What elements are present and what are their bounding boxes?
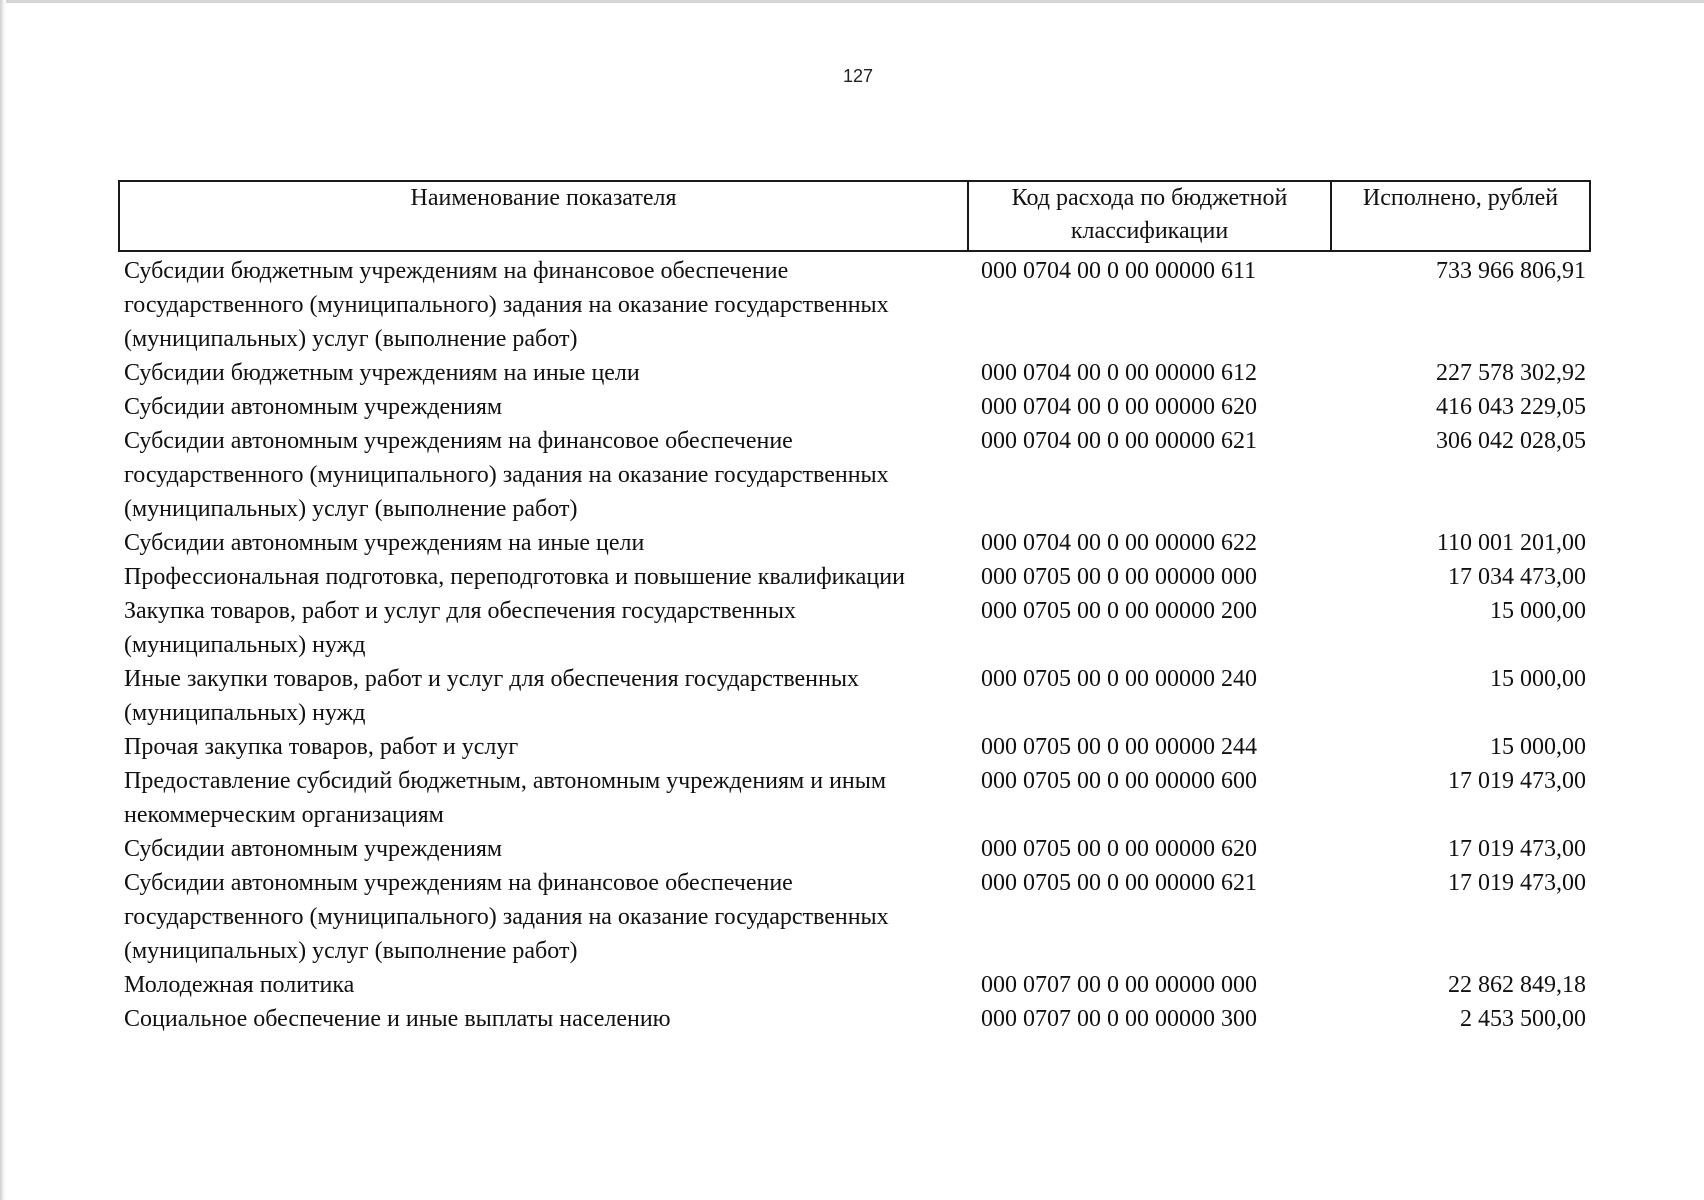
row-code: 000 0704 00 0 00 00000 620 bbox=[981, 394, 1257, 420]
table-row bbox=[119, 866, 1590, 968]
row-code: 000 0705 00 0 00 00000 240 bbox=[981, 666, 1257, 692]
row-amount: 15 000,00 bbox=[1490, 598, 1586, 624]
row-name: Субсидии бюджетным учреждениям на финансовое обеспечение государственного (муниципального) задания на оказание государственных (муниципальных) услуг (выполнение работ) bbox=[124, 258, 889, 352]
row-code: 000 0705 00 0 00 00000 621 bbox=[981, 870, 1257, 896]
row-name: Закупка товаров, работ и услуг для обеспечения государственных (муниципальных) нужд bbox=[124, 598, 797, 658]
row-code: 000 0707 00 0 00 00000 300 bbox=[981, 1006, 1257, 1032]
scan-top-edge bbox=[0, 0, 1704, 3]
table-row bbox=[119, 968, 1590, 1002]
table-row bbox=[119, 526, 1590, 560]
row-name: Субсидии бюджетным учреждениям на иные цели bbox=[124, 360, 640, 386]
row-code: 000 0704 00 0 00 00000 611 bbox=[981, 258, 1257, 284]
table-row bbox=[119, 764, 1590, 832]
row-name: Иные закупки товаров, работ и услуг для обеспечения государственных (муниципальных) нужд bbox=[124, 666, 859, 726]
row-code: 000 0705 00 0 00 00000 244 bbox=[981, 734, 1257, 760]
row-name: Профессиональная подготовка, переподготовка и повышение квалификации bbox=[124, 564, 905, 590]
table-row bbox=[119, 832, 1590, 866]
row-amount: 416 043 229,05 bbox=[1436, 394, 1586, 420]
row-amount: 17 019 473,00 bbox=[1448, 870, 1586, 896]
row-code: 000 0704 00 0 00 00000 612 bbox=[981, 360, 1257, 386]
row-amount: 306 042 028,05 bbox=[1436, 428, 1586, 454]
row-name: Субсидии автономным учреждениям на финансовое обеспечение государственного (муниципального) задания на оказание государственных (муниципальных) услуг (выполнение работ) bbox=[124, 870, 889, 964]
row-name: Молодежная политика bbox=[124, 972, 355, 998]
row-name: Социальное обеспечение и иные выплаты населению bbox=[124, 1006, 671, 1032]
table-row bbox=[119, 560, 1590, 594]
row-amount: 17 034 473,00 bbox=[1448, 564, 1586, 590]
table-row bbox=[119, 251, 1590, 356]
row-name: Предоставление субсидий бюджетным, автономным учреждениям и иным некоммерческим организациям bbox=[124, 768, 887, 828]
table-row bbox=[119, 730, 1590, 764]
row-amount: 15 000,00 bbox=[1490, 666, 1586, 692]
table-row bbox=[119, 356, 1590, 390]
header-budget-code: Код расхода по бюджетной классификации bbox=[968, 181, 1331, 251]
row-amount: 22 862 849,18 bbox=[1448, 972, 1586, 998]
page-number: 127 bbox=[842, 66, 874, 86]
row-amount: 2 453 500,00 bbox=[1460, 1006, 1586, 1032]
row-name: Субсидии автономным учреждениям bbox=[124, 394, 503, 420]
table-row bbox=[119, 424, 1590, 526]
table-row bbox=[119, 1002, 1590, 1036]
table-row bbox=[119, 390, 1590, 424]
table-header bbox=[119, 181, 1590, 251]
header-indicator-name: Наименование показателя bbox=[119, 181, 968, 251]
row-code: 000 0705 00 0 00 00000 620 bbox=[981, 836, 1257, 862]
header-row bbox=[119, 181, 1590, 251]
header-executed-amount: Исполнено, рублей bbox=[1331, 181, 1590, 251]
row-code: 000 0704 00 0 00 00000 622 bbox=[981, 530, 1257, 556]
row-name: Субсидии автономным учреждениям bbox=[124, 836, 503, 862]
row-code: 000 0704 00 0 00 00000 621 bbox=[981, 428, 1257, 454]
row-code: 000 0705 00 0 00 00000 600 bbox=[981, 768, 1257, 794]
table-row bbox=[119, 662, 1590, 730]
row-name: Субсидии автономным учреждениям на финансовое обеспечение государственного (муниципального) задания на оказание государственных (муниципальных) услуг (выполнение работ) bbox=[124, 428, 889, 522]
row-name: Прочая закупка товаров, работ и услуг bbox=[124, 734, 519, 760]
expenditure-table bbox=[118, 180, 1591, 1036]
row-code: 000 0705 00 0 00 00000 000 bbox=[981, 564, 1257, 590]
row-amount: 17 019 473,00 bbox=[1448, 768, 1586, 794]
row-amount: 733 966 806,91 bbox=[1436, 258, 1586, 284]
row-amount: 227 578 302,92 bbox=[1436, 360, 1586, 386]
row-amount: 110 001 201,00 bbox=[1436, 530, 1586, 556]
row-code: 000 0707 00 0 00 00000 000 bbox=[981, 972, 1257, 998]
row-amount: 17 019 473,00 bbox=[1448, 836, 1586, 862]
row-code: 000 0705 00 0 00 00000 200 bbox=[981, 598, 1257, 624]
scan-left-edge bbox=[0, 0, 6, 1200]
row-amount: 15 000,00 bbox=[1490, 734, 1586, 760]
table-row bbox=[119, 594, 1590, 662]
row-name: Субсидии автономным учреждениям на иные цели bbox=[124, 530, 645, 556]
table-body bbox=[119, 251, 1590, 1036]
